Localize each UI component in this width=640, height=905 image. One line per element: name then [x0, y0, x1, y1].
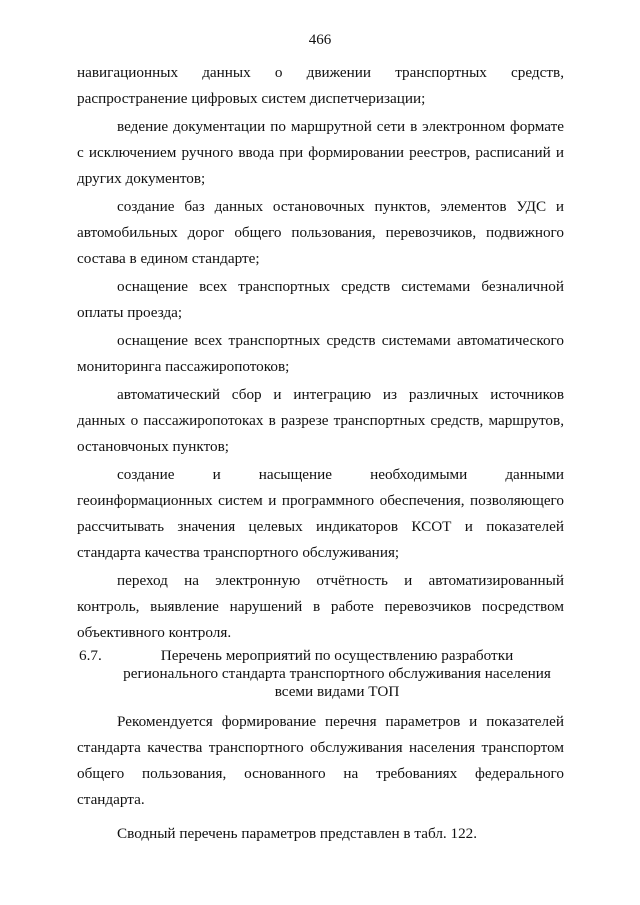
- paragraph-passenger-monitoring: оснащение всех транспортных средств системами автоматического мониторинга пассажиропотоков;: [77, 332, 564, 375]
- paragraph-databases: создание баз данных остановочных пунктов, элементов УДС и автомобильных дорог общего пользования, перевозчиков, подвижного состава в едином стандарте;: [77, 198, 564, 267]
- document-body: [77, 60, 564, 847]
- page-number: 466: [308, 32, 332, 48]
- paragraph-gis-systems: создание и насыщение необходимыми данными геоинформационных систем и программного обеспечения, позволяющего рассчитывать значения целевых индикаторов КСОТ и показателей стандарта качества транспортного обслуживания;: [77, 466, 564, 561]
- section-title: Перечень мероприятий по осуществлению разработки регионального стандарта транспортного обслуживания населения всеми видами ТОП: [123, 647, 551, 700]
- section-number: 6.7.: [79, 647, 102, 664]
- paragraph-continuation: навигационных данных о движении транспортных средств, распространение цифровых систем диспетчеризации;: [77, 64, 564, 107]
- paragraph-electronic-reporting: переход на электронную отчётность и автоматизированный контроль, выявление нарушений в работе перевозчиков посредством объективного контроля.: [77, 572, 564, 641]
- section-heading: [77, 647, 564, 701]
- paragraph-data-integration: автоматический сбор и интеграцию из различных источников данных о пассажиропотоках в разрезе транспортных средств, маршрутов, остановчоных пунктов;: [77, 386, 564, 455]
- paragraph-documentation: ведение документации по маршрутной сети в электронном формате с исключением ручного ввода при формировании реестров, расписаний и других документов;: [77, 118, 564, 187]
- paragraph-cashless-payment: оснащение всех транспортных средств системами безналичной оплаты проезда;: [77, 278, 564, 321]
- paragraph-table-reference: Сводный перечень параметров представлен в табл. 122.: [117, 825, 478, 842]
- paragraph-recommendation: Рекомендуется формирование перечня параметров и показателей стандарта качества транспортного обслуживания населения транспортом общего пользования, основанного на требованиях федерального стандарта.: [77, 713, 564, 808]
